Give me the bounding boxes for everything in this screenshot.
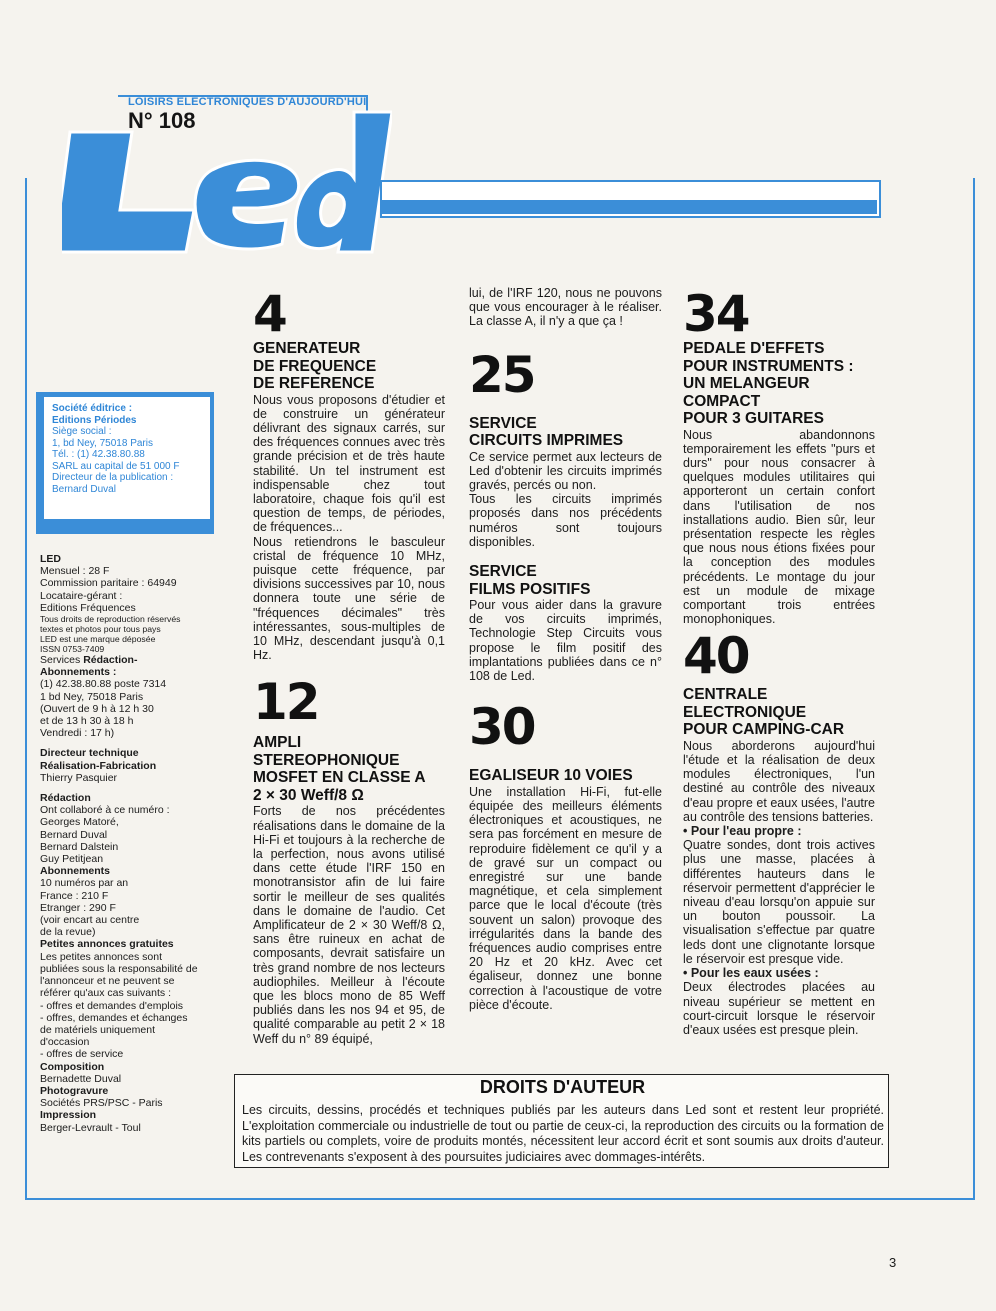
article-body: Ce service permet aux lecteurs de Led d'obtenir les circuits imprimés gravés, percés ou non. Tous les circuits imprimés proposés dans nos précédents numéros sont toujours disponibles. <box>469 449 662 549</box>
colophon-line: Thierry Pasquier <box>40 771 118 784</box>
colophon-line: de la revue) <box>40 926 96 939</box>
colophon-line: Tous droits de reproduction réservés <box>40 614 181 625</box>
colophon-line: ISSN 0753-7409 <box>40 644 105 655</box>
colophon-line: - offres et demandes d'emplois <box>40 999 184 1012</box>
article-page-number: 25 <box>469 345 535 404</box>
colophon-line: Les petites annonces sont <box>40 950 163 963</box>
subheading: • Pour les eaux usées : <box>683 966 819 981</box>
colophon-line: LED est une marque déposée <box>40 634 156 645</box>
masthead-tagline: LOISIRS ELECTRONIQUES D'AUJOURD'HUI <box>128 96 367 108</box>
colophon-line: Mensuel : 28 F <box>40 565 110 578</box>
colophon-line: (Ouvert de 9 h à 12 h 30 <box>40 702 154 715</box>
publisher-line: Siège social : <box>52 426 112 437</box>
colophon-line: 1 bd Ney, 75018 Paris <box>40 690 144 703</box>
colophon-line: Editions Fréquences <box>40 601 136 614</box>
publisher-line: SARL au capital de 51 000 F <box>52 460 180 472</box>
colophon-line: Bernard Duval <box>40 828 108 841</box>
colophon-line: Bernadette Duval <box>40 1072 122 1085</box>
publisher-line: Directeur de la publication : <box>52 472 174 483</box>
copyright-title: DROITS D'AUTEUR <box>479 1077 646 1097</box>
article-title: EGALISEUR 10 VOIES <box>469 767 633 785</box>
colophon-spacer <box>40 739 220 747</box>
colophon-line: Locataire-gérant : <box>40 589 123 602</box>
colophon-spacer <box>40 784 220 792</box>
publisher-line: 1, bd Ney, 75018 Paris <box>52 437 153 449</box>
article-body: Forts de nos précédentes réalisations dans le domaine de la Hi-Fi et toujours à la recherche de la perfection, nous avons utilisé dans cette étude l'IRF 150 en monotransistor afin de lui faire sortir le meilleur de ses qualités dans le domaine de l'audio. Cet Amplificateur de 2 × 30 Weff/8 Ω, sans être ruineux en achat de composants, devrait satisfaire un très grand nombre de nos lecteurs audiophiles. Meilleur à l'écoute que les blocs mono de 85 Weff publiés dans les nos 94 et 95, de qualité comparable au petit 2 × 18 Weff du n° 89 équipé, <box>253 804 445 1046</box>
colophon-line: Commission paritaire : 64949 <box>40 577 177 590</box>
publisher-info <box>52 403 217 495</box>
article-page-number: 34 <box>683 285 749 343</box>
issue-number: N° 108 <box>128 108 196 133</box>
article-continuation: lui, de l'IRF 120, nous ne pouvons que vous encourager à le réaliser. La classe A, il n'y a que ça ! <box>469 286 662 329</box>
colophon-line: Vendredi : 17 h) <box>40 727 115 740</box>
article-body: Pour vous aider dans la gravure de vos circuits imprimés, Technologie Step Circuits vous propose le film positif des implantations publiées dans ce n° 108 de Led. <box>469 598 662 684</box>
colophon-line: (1) 42.38.80.88 poste 7314 <box>40 678 167 691</box>
colophon-line: (voir encart au centre <box>40 914 140 927</box>
column-1 <box>253 285 445 1046</box>
colophon-line: Services Rédaction- <box>40 654 138 667</box>
article-body: Nous abandonnons temporairement les effets "purs et durs" pour nous consacrer à quelques modules utilitaires qui apporteront un certain confort dans l'utilisation de nos installations audio. Bien sûr, leur présentation respecte les règles que nous nous étions fixées pour la conception des modules précédents. Le montage du jour est un module de mixage comportant trois entrées monophoniques. <box>683 427 875 627</box>
colophon-heading: LED <box>40 553 61 565</box>
article-title: CENTRALE ELECTRONIQUE POUR CAMPING-CAR <box>683 686 845 739</box>
colophon-line: France : 210 F <box>40 889 109 902</box>
colophon-line: textes et photos pour tous pays <box>40 624 161 635</box>
publisher-line: Société éditrice : <box>52 403 133 414</box>
colophon-line: Sociétés PRS/PSC - Paris <box>40 1097 163 1110</box>
colophon-line: Berger-Levrault - Toul <box>40 1121 141 1134</box>
column-3 <box>683 285 875 1037</box>
colophon-line: - offres, demandes et échanges <box>40 1011 188 1024</box>
article-title: SERVICE CIRCUITS IMPRIMES <box>469 414 624 450</box>
article-page-number: 40 <box>683 627 749 686</box>
column-2 <box>469 286 662 1012</box>
page-left-rule <box>25 178 27 1200</box>
page-right-rule <box>973 178 975 1200</box>
led-logo-text: Led <box>62 92 64 93</box>
publisher-line: Tél. : (1) 42.38.80.88 <box>52 449 145 460</box>
colophon-line: Etranger : 290 F <box>40 901 116 914</box>
colophon-heading: Impression <box>40 1109 97 1122</box>
colophon-heading: Composition <box>40 1060 105 1073</box>
publisher-line: Bernard Duval <box>52 483 116 495</box>
publisher-line: Editions Périodes <box>52 414 137 426</box>
colophon-heading: Rédaction <box>40 792 91 805</box>
subheading: • Pour l'eau propre : <box>683 824 802 839</box>
colophon-line: Ont collaboré à ce numéro : <box>40 804 170 817</box>
colophon-line: - offres de service <box>40 1048 124 1061</box>
colophon-heading: Réalisation-Fabrication <box>40 759 157 772</box>
colophon <box>40 553 220 1134</box>
led-logo <box>62 92 392 262</box>
article-body: Nous aborderons aujourd'hui l'étude et la réalisation de deux modules électroniques, l'un destiné au contrôle des niveaux d'eau propre et eaux usées, l'autre au contrôle des tensions batteries. • Pour l'eau propre : Quatre sondes, dont trois actives plus une masse, placées à différentes hauteurs dans le réservoir permettent d'apprécier le niveau d'eau lorsqu'on appuie sur un bouton poussoir. La visualisation s'effectue par quatre leds dont une clignotante lorsque le réservoir est presque vide. • Pour les eaux usées : Deux électrodes placées au niveau supérieur se mettent en court-circuit lorsque le réservoir d'eaux usées est presque plein. <box>683 738 875 1037</box>
article-body: Une installation Hi-Fi, fut-elle équipée des meilleurs éléments électroniques et acoustiques, ne sera pas forcément en mesure de reproduire fidèlement ce qu'il y a de gravé sur un compact ou enregistré sur une bande magnétique, et cela simplement parce que le local d'écoute (très souvent un salon) provoque des irrégularités dans la bande des fréquences audio comprises entre 20 Hz et 20 kHz. Avec cet égaliseur, donnez une bonne correction à l'acoustique de votre pièce d'écoute. <box>469 784 662 1012</box>
colophon-line: référer qu'aux cas suivants : <box>40 987 171 1000</box>
page-number: 3 <box>889 1255 897 1270</box>
page-bottom-rule <box>25 1198 975 1200</box>
colophon-line: publiées sous la responsabilité de <box>40 962 198 975</box>
colophon-line: Georges Matoré, <box>40 816 119 829</box>
article-title: SERVICE FILMS POSITIFS <box>469 563 591 598</box>
article-page-number: 30 <box>469 698 535 757</box>
colophon-heading: Abonnements <box>40 865 111 878</box>
article-body: Nous vous proposons d'étudier et de construire un générateur délivrant des signaux carrés, sur des fréquences connues avec très grande précision et de très haute stabilité. Un tel instrument est indispensable chez tout laboratoire, chaque fois qu'il est question de temps, de périodes, de fréquences... Nous retiendrons le basculeur cristal de fréquence 10 MHz, puisque cette fréquence, par divisions successives par 10, nous donnera toute une série de "fréquences décimales" très intéressantes, sous-multiples de 10 MHz, descendant jusqu'à 0,1 Hz. <box>253 392 445 663</box>
colophon-heading: Abonnements : <box>40 666 117 679</box>
article-title: PEDALE D'EFFETS POUR INSTRUMENTS : UN MELANGEUR COMPACT POUR 3 GUITARES <box>683 340 854 427</box>
colophon-line: 10 numéros par an <box>40 877 129 890</box>
colophon-line: et de 13 h 30 à 18 h <box>40 715 134 728</box>
article-title: GENERATEUR DE FREQUENCE DE REFERENCE <box>253 340 377 392</box>
colophon-line: Guy Petitjean <box>40 853 104 866</box>
colophon-line: l'annonceur et ne peuvent se <box>40 975 175 988</box>
article-page-number: 4 <box>253 285 286 343</box>
colophon-line: Bernard Dalstein <box>40 840 119 853</box>
colophon-heading: Photogravure <box>40 1084 109 1097</box>
masthead-bar-fill <box>380 200 877 214</box>
article-title: AMPLI STEREOPHONIQUE MOSFET EN CLASSE A 2 × 30 Weff/8 Ω <box>253 734 426 804</box>
colophon-heading: Directeur technique <box>40 747 139 760</box>
article-page-number: 12 <box>253 673 319 732</box>
copyright-text: Les circuits, dessins, procédés et techniques publiés par les auteurs dans Led sont et restent leur propriété. L'exploitation commerciale ou industrielle de tout ou partie de ceux-ci, la reproduction des circuits ou la formation de kits partiels ou complets, voire de produits montés, nécessitent leur accord écrit et sont soumis aux droits d'auteur. Les contrevenants s'exposent à des poursuites judiciaires avec dommages-intérêts. <box>242 1103 884 1164</box>
colophon-line: de matériels uniquement <box>40 1023 155 1036</box>
colophon-line: d'occasion <box>40 1036 90 1049</box>
colophon-heading: Petites annonces gratuites <box>40 938 174 951</box>
